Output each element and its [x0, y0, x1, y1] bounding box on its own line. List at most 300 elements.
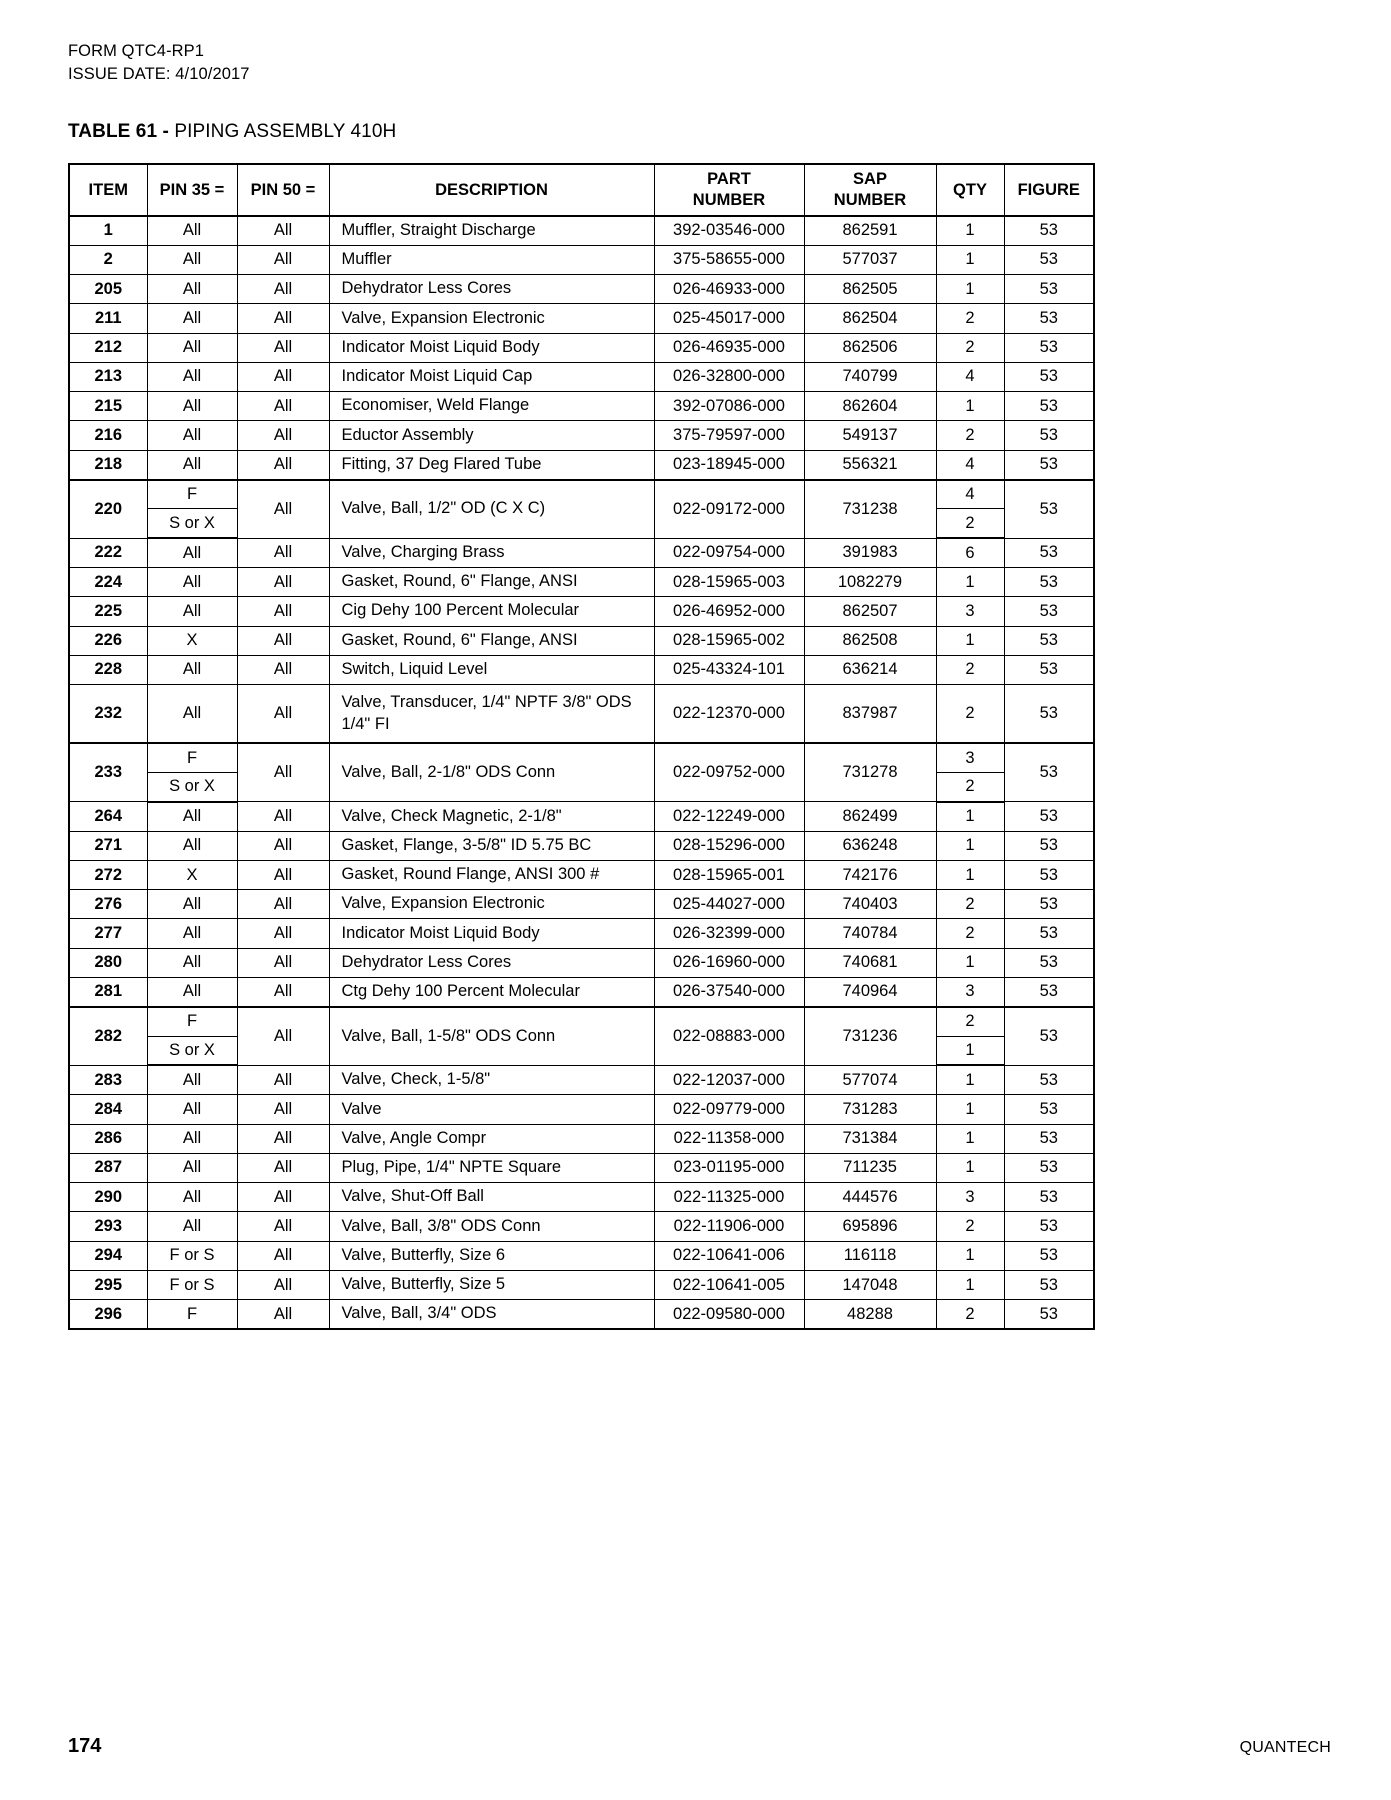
- cell-part-number: 023-18945-000: [654, 450, 804, 479]
- cell-sap-number: 731384: [804, 1124, 936, 1153]
- cell-figure: 53: [1004, 626, 1094, 655]
- table-row: [69, 948, 1094, 977]
- cell-description: Valve, Butterfly, Size 5: [329, 1271, 654, 1300]
- cell-qty: 3: [936, 597, 1004, 626]
- form-number: FORM QTC4-RP1: [68, 42, 205, 60]
- cell-qty: 4: [936, 450, 1004, 479]
- cell-pin50: All: [237, 1300, 329, 1329]
- cell-pin35: All: [147, 274, 237, 303]
- cell-pin35-option-a: F: [147, 1007, 237, 1036]
- cell-pin50: All: [237, 597, 329, 626]
- cell-part-number: 023-01195-000: [654, 1153, 804, 1182]
- cell-sap-number: 731236: [804, 1007, 936, 1066]
- cell-item: 2: [69, 245, 147, 274]
- column-header-part-number-line2: NUMBER: [692, 190, 766, 209]
- cell-figure: 53: [1004, 274, 1094, 303]
- cell-sap-number: 740681: [804, 948, 936, 977]
- table-row: [69, 480, 1094, 509]
- cell-qty: 2: [936, 1212, 1004, 1241]
- cell-sap-number: 862508: [804, 626, 936, 655]
- cell-figure: 53: [1004, 1241, 1094, 1270]
- cell-qty: 3: [936, 978, 1004, 1007]
- cell-description: Valve, Ball, 1-5/8" ODS Conn: [329, 1007, 654, 1066]
- cell-item: 225: [69, 597, 147, 626]
- cell-description: Gasket, Round Flange, ANSI 300 #: [329, 860, 654, 889]
- cell-sap-number: 862499: [804, 802, 936, 831]
- cell-part-number: 022-10641-005: [654, 1271, 804, 1300]
- cell-sap-number: 862505: [804, 274, 936, 303]
- cell-pin50: All: [237, 1095, 329, 1124]
- cell-item: 277: [69, 919, 147, 948]
- cell-part-number: 028-15965-003: [654, 567, 804, 596]
- cell-figure: 53: [1004, 567, 1094, 596]
- table-row: [69, 597, 1094, 626]
- cell-description: Valve, Transducer, 1/4" NPTF 3/8" ODS 1/4" FI: [329, 685, 654, 744]
- cell-pin50: All: [237, 1153, 329, 1182]
- cell-pin50: All: [237, 538, 329, 567]
- cell-description: Gasket, Flange, 3-5/8" ID 5.75 BC: [329, 831, 654, 860]
- cell-pin35-option-a: F: [147, 480, 237, 509]
- cell-pin35: All: [147, 1124, 237, 1153]
- cell-item: 228: [69, 655, 147, 684]
- cell-pin35: All: [147, 450, 237, 479]
- cell-sap-number: 837987: [804, 685, 936, 744]
- table-row: [69, 802, 1094, 831]
- table-body: [69, 216, 1094, 1329]
- cell-item: 280: [69, 948, 147, 977]
- table-row: [69, 1095, 1094, 1124]
- cell-figure: 53: [1004, 362, 1094, 391]
- cell-figure: 53: [1004, 948, 1094, 977]
- cell-part-number: 025-45017-000: [654, 304, 804, 333]
- cell-description: Valve, Ball, 1/2" OD (C X C): [329, 480, 654, 539]
- cell-description: Economiser, Weld Flange: [329, 392, 654, 421]
- cell-pin50: All: [237, 1241, 329, 1270]
- cell-pin50: All: [237, 626, 329, 655]
- cell-part-number: 025-43324-101: [654, 655, 804, 684]
- cell-pin50: All: [237, 480, 329, 539]
- cell-item: 290: [69, 1183, 147, 1212]
- cell-pin50: All: [237, 860, 329, 889]
- brand-name: QUANTECH: [1239, 1739, 1331, 1756]
- cell-part-number: 026-32399-000: [654, 919, 804, 948]
- cell-description: Muffler, Straight Discharge: [329, 216, 654, 245]
- cell-figure: 53: [1004, 1124, 1094, 1153]
- cell-part-number: 025-44027-000: [654, 890, 804, 919]
- cell-qty: 2: [936, 890, 1004, 919]
- cell-sap-number: 862506: [804, 333, 936, 362]
- cell-part-number: 022-09754-000: [654, 538, 804, 567]
- cell-pin35: F: [147, 1300, 237, 1329]
- cell-pin50: All: [237, 333, 329, 362]
- cell-item: 220: [69, 480, 147, 539]
- cell-description: Indicator Moist Liquid Cap: [329, 362, 654, 391]
- cell-pin50: All: [237, 743, 329, 802]
- cell-item: 294: [69, 1241, 147, 1270]
- cell-pin50: All: [237, 450, 329, 479]
- cell-part-number: 022-12249-000: [654, 802, 804, 831]
- cell-description: Cig Dehy 100 Percent Molecular: [329, 597, 654, 626]
- cell-item: 213: [69, 362, 147, 391]
- cell-qty-option-a: 2: [936, 1007, 1004, 1036]
- cell-pin50: All: [237, 392, 329, 421]
- column-header-qty: QTY: [936, 164, 1004, 216]
- cell-part-number: 028-15965-002: [654, 626, 804, 655]
- cell-qty: 1: [936, 626, 1004, 655]
- table-header: [69, 164, 1094, 216]
- cell-description: Valve, Shut-Off Ball: [329, 1183, 654, 1212]
- table-row: [69, 1271, 1094, 1300]
- cell-qty: 2: [936, 333, 1004, 362]
- table-row: [69, 978, 1094, 1007]
- column-header-figure: FIGURE: [1004, 164, 1094, 216]
- cell-figure: 53: [1004, 421, 1094, 450]
- cell-figure: 53: [1004, 333, 1094, 362]
- cell-item: 286: [69, 1124, 147, 1153]
- cell-part-number: 375-79597-000: [654, 421, 804, 450]
- cell-item: 222: [69, 538, 147, 567]
- cell-qty: 1: [936, 1271, 1004, 1300]
- cell-part-number: 026-46952-000: [654, 597, 804, 626]
- cell-item: 1: [69, 216, 147, 245]
- cell-part-number: 022-09752-000: [654, 743, 804, 802]
- table-row: [69, 304, 1094, 333]
- cell-pin35: All: [147, 1065, 237, 1094]
- cell-pin35-option-b: S or X: [147, 1036, 237, 1065]
- cell-description: Valve: [329, 1095, 654, 1124]
- cell-figure: 53: [1004, 1271, 1094, 1300]
- cell-part-number: 028-15296-000: [654, 831, 804, 860]
- cell-pin35: F or S: [147, 1271, 237, 1300]
- cell-pin35: All: [147, 597, 237, 626]
- cell-part-number: 392-07086-000: [654, 392, 804, 421]
- cell-pin35: All: [147, 1095, 237, 1124]
- cell-description: Valve, Expansion Electronic: [329, 890, 654, 919]
- table-row: [69, 1300, 1094, 1329]
- table-row: [69, 216, 1094, 245]
- column-header-pin50: PIN 50 =: [237, 164, 329, 216]
- cell-description: Dehydrator Less Cores: [329, 274, 654, 303]
- cell-sap-number: 742176: [804, 860, 936, 889]
- cell-item: 211: [69, 304, 147, 333]
- cell-sap-number: 556321: [804, 450, 936, 479]
- cell-qty-option-a: 4: [936, 480, 1004, 509]
- cell-sap-number: 636248: [804, 831, 936, 860]
- cell-pin50: All: [237, 1212, 329, 1241]
- cell-figure: 53: [1004, 392, 1094, 421]
- cell-pin35-option-a: F: [147, 743, 237, 772]
- cell-sap-number: 147048: [804, 1271, 936, 1300]
- cell-description: Valve, Check Magnetic, 2-1/8": [329, 802, 654, 831]
- cell-item: 226: [69, 626, 147, 655]
- table-title-label: TABLE 61 -: [68, 120, 169, 142]
- cell-pin35: All: [147, 216, 237, 245]
- cell-sap-number: 636214: [804, 655, 936, 684]
- cell-sap-number: 731238: [804, 480, 936, 539]
- column-header-sap-number-line2: NUMBER: [833, 190, 907, 209]
- cell-qty: 1: [936, 1095, 1004, 1124]
- cell-qty: 2: [936, 685, 1004, 744]
- cell-figure: 53: [1004, 860, 1094, 889]
- cell-qty: 1: [936, 1124, 1004, 1153]
- table-row: [69, 1153, 1094, 1182]
- table-row: [69, 860, 1094, 889]
- cell-pin35: All: [147, 392, 237, 421]
- cell-pin50: All: [237, 655, 329, 684]
- table-row: [69, 1241, 1094, 1270]
- table-row: [69, 655, 1094, 684]
- cell-figure: 53: [1004, 538, 1094, 567]
- cell-item: 212: [69, 333, 147, 362]
- cell-sap-number: 711235: [804, 1153, 936, 1182]
- cell-qty: 1: [936, 948, 1004, 977]
- cell-part-number: 022-12370-000: [654, 685, 804, 744]
- cell-sap-number: 862591: [804, 216, 936, 245]
- cell-figure: 53: [1004, 1212, 1094, 1241]
- table-row: [69, 450, 1094, 479]
- cell-description: Indicator Moist Liquid Body: [329, 919, 654, 948]
- cell-qty: 1: [936, 1241, 1004, 1270]
- cell-pin35: All: [147, 685, 237, 744]
- cell-pin35: All: [147, 1153, 237, 1182]
- table-row: [69, 362, 1094, 391]
- cell-figure: 53: [1004, 685, 1094, 744]
- cell-pin50: All: [237, 685, 329, 744]
- cell-description: Valve, Expansion Electronic: [329, 304, 654, 333]
- cell-sap-number: 862604: [804, 392, 936, 421]
- cell-qty: 2: [936, 421, 1004, 450]
- cell-part-number: 026-46933-000: [654, 274, 804, 303]
- cell-item: 282: [69, 1007, 147, 1066]
- cell-qty-option-a: 3: [936, 743, 1004, 772]
- cell-qty-option-b: 1: [936, 1036, 1004, 1065]
- cell-pin50: All: [237, 1271, 329, 1300]
- cell-pin35: All: [147, 567, 237, 596]
- cell-qty: 1: [936, 216, 1004, 245]
- cell-sap-number: 444576: [804, 1183, 936, 1212]
- issue-date: ISSUE DATE: 4/10/2017: [68, 65, 250, 84]
- table-row: [69, 1124, 1094, 1153]
- cell-figure: 53: [1004, 1007, 1094, 1066]
- cell-description: Gasket, Round, 6" Flange, ANSI: [329, 626, 654, 655]
- cell-sap-number: 549137: [804, 421, 936, 450]
- cell-description: Eductor Assembly: [329, 421, 654, 450]
- cell-sap-number: 740799: [804, 362, 936, 391]
- cell-figure: 53: [1004, 304, 1094, 333]
- cell-figure: 53: [1004, 450, 1094, 479]
- table-row: [69, 626, 1094, 655]
- table-row: [69, 685, 1094, 744]
- cell-figure: 53: [1004, 743, 1094, 802]
- cell-pin50: All: [237, 216, 329, 245]
- cell-pin50: All: [237, 948, 329, 977]
- page-footer: [68, 1735, 1331, 1758]
- cell-description: Ctg Dehy 100 Percent Molecular: [329, 978, 654, 1007]
- cell-description: Valve, Ball, 3/4" ODS: [329, 1300, 654, 1329]
- table-row: [69, 743, 1094, 772]
- cell-sap-number: 695896: [804, 1212, 936, 1241]
- table-row: [69, 333, 1094, 362]
- cell-pin35: All: [147, 948, 237, 977]
- cell-qty: 1: [936, 860, 1004, 889]
- cell-description: Valve, Butterfly, Size 6: [329, 1241, 654, 1270]
- cell-description: Indicator Moist Liquid Body: [329, 333, 654, 362]
- cell-sap-number: 391983: [804, 538, 936, 567]
- cell-item: 233: [69, 743, 147, 802]
- cell-item: 264: [69, 802, 147, 831]
- cell-part-number: 392-03546-000: [654, 216, 804, 245]
- cell-pin35: All: [147, 304, 237, 333]
- cell-part-number: 022-08883-000: [654, 1007, 804, 1066]
- cell-part-number: 022-09580-000: [654, 1300, 804, 1329]
- cell-qty: 1: [936, 1153, 1004, 1182]
- cell-pin50: All: [237, 1183, 329, 1212]
- cell-figure: 53: [1004, 216, 1094, 245]
- cell-figure: 53: [1004, 919, 1094, 948]
- cell-item: 287: [69, 1153, 147, 1182]
- cell-qty: 2: [936, 655, 1004, 684]
- cell-figure: 53: [1004, 1183, 1094, 1212]
- cell-pin35: All: [147, 1183, 237, 1212]
- cell-pin35-option-b: S or X: [147, 772, 237, 801]
- cell-sap-number: 731283: [804, 1095, 936, 1124]
- cell-part-number: 022-10641-006: [654, 1241, 804, 1270]
- cell-qty: 1: [936, 567, 1004, 596]
- table-row: [69, 890, 1094, 919]
- parts-table: [68, 163, 1095, 1330]
- cell-figure: 53: [1004, 890, 1094, 919]
- cell-item: 215: [69, 392, 147, 421]
- cell-item: 296: [69, 1300, 147, 1329]
- cell-pin35: X: [147, 860, 237, 889]
- cell-part-number: 028-15965-001: [654, 860, 804, 889]
- cell-pin35-option-b: S or X: [147, 509, 237, 538]
- cell-qty: 2: [936, 919, 1004, 948]
- cell-pin50: All: [237, 1124, 329, 1153]
- table-row: [69, 1065, 1094, 1094]
- table-row: [69, 1183, 1094, 1212]
- cell-item: 218: [69, 450, 147, 479]
- document-header: [68, 40, 1331, 87]
- cell-qty: 2: [936, 304, 1004, 333]
- cell-sap-number: 116118: [804, 1241, 936, 1270]
- cell-figure: 53: [1004, 802, 1094, 831]
- cell-sap-number: 740403: [804, 890, 936, 919]
- column-header-pin35: PIN 35 =: [147, 164, 237, 216]
- cell-qty: 1: [936, 802, 1004, 831]
- cell-pin35: All: [147, 802, 237, 831]
- cell-pin50: All: [237, 567, 329, 596]
- cell-part-number: 022-12037-000: [654, 1065, 804, 1094]
- cell-pin50: All: [237, 978, 329, 1007]
- cell-figure: 53: [1004, 831, 1094, 860]
- column-header-description: DESCRIPTION: [329, 164, 654, 216]
- cell-part-number: 375-58655-000: [654, 245, 804, 274]
- cell-item: 276: [69, 890, 147, 919]
- cell-pin50: All: [237, 304, 329, 333]
- table-title: [68, 121, 1331, 143]
- cell-pin35: X: [147, 626, 237, 655]
- cell-sap-number: 862504: [804, 304, 936, 333]
- column-header-part-number-line1: PART: [707, 170, 751, 189]
- cell-description: Plug, Pipe, 1/4" NPTE Square: [329, 1153, 654, 1182]
- cell-pin35: All: [147, 919, 237, 948]
- cell-qty: 6: [936, 538, 1004, 567]
- table-row: [69, 1212, 1094, 1241]
- table-row: [69, 1007, 1094, 1036]
- cell-part-number: 022-11325-000: [654, 1183, 804, 1212]
- cell-item: 293: [69, 1212, 147, 1241]
- cell-figure: 53: [1004, 480, 1094, 539]
- cell-figure: 53: [1004, 245, 1094, 274]
- cell-pin35: All: [147, 538, 237, 567]
- table-title-name: PIPING ASSEMBLY 410H: [174, 120, 397, 142]
- cell-qty: 4: [936, 362, 1004, 391]
- cell-qty: 1: [936, 245, 1004, 274]
- cell-description: Valve, Check, 1-5/8": [329, 1065, 654, 1094]
- cell-sap-number: 577037: [804, 245, 936, 274]
- cell-item: 271: [69, 831, 147, 860]
- table-row: [69, 245, 1094, 274]
- cell-part-number: 026-32800-000: [654, 362, 804, 391]
- cell-pin50: All: [237, 890, 329, 919]
- cell-sap-number: 731278: [804, 743, 936, 802]
- cell-item: 216: [69, 421, 147, 450]
- cell-item: 284: [69, 1095, 147, 1124]
- cell-sap-number: 862507: [804, 597, 936, 626]
- cell-part-number: 022-11358-000: [654, 1124, 804, 1153]
- cell-sap-number: 740964: [804, 978, 936, 1007]
- table-row: [69, 567, 1094, 596]
- cell-qty-option-b: 2: [936, 772, 1004, 801]
- cell-figure: 53: [1004, 1095, 1094, 1124]
- cell-pin35: All: [147, 362, 237, 391]
- column-header-item: ITEM: [69, 164, 147, 216]
- cell-figure: 53: [1004, 655, 1094, 684]
- cell-part-number: 022-11906-000: [654, 1212, 804, 1241]
- cell-figure: 53: [1004, 1153, 1094, 1182]
- table-header-row: [69, 164, 1094, 216]
- cell-description: Fitting, 37 Deg Flared Tube: [329, 450, 654, 479]
- cell-pin50: All: [237, 421, 329, 450]
- cell-item: 232: [69, 685, 147, 744]
- table-row: [69, 392, 1094, 421]
- column-header-sap-number: [804, 164, 936, 216]
- cell-pin50: All: [237, 1007, 329, 1066]
- cell-pin50: All: [237, 274, 329, 303]
- cell-pin35: All: [147, 890, 237, 919]
- cell-sap-number: 48288: [804, 1300, 936, 1329]
- cell-figure: 53: [1004, 1300, 1094, 1329]
- cell-item: 283: [69, 1065, 147, 1094]
- cell-pin35: All: [147, 333, 237, 362]
- cell-sap-number: 740784: [804, 919, 936, 948]
- cell-qty-option-b: 2: [936, 509, 1004, 538]
- cell-pin50: All: [237, 245, 329, 274]
- cell-qty: 1: [936, 1065, 1004, 1094]
- cell-qty: 1: [936, 831, 1004, 860]
- cell-figure: 53: [1004, 1065, 1094, 1094]
- cell-pin35: F or S: [147, 1241, 237, 1270]
- cell-pin50: All: [237, 802, 329, 831]
- table-row: [69, 421, 1094, 450]
- cell-description: Valve, Charging Brass: [329, 538, 654, 567]
- page-number: 174: [68, 1735, 102, 1757]
- table-row: [69, 538, 1094, 567]
- cell-pin50: All: [237, 362, 329, 391]
- cell-sap-number: 1082279: [804, 567, 936, 596]
- cell-part-number: 022-09172-000: [654, 480, 804, 539]
